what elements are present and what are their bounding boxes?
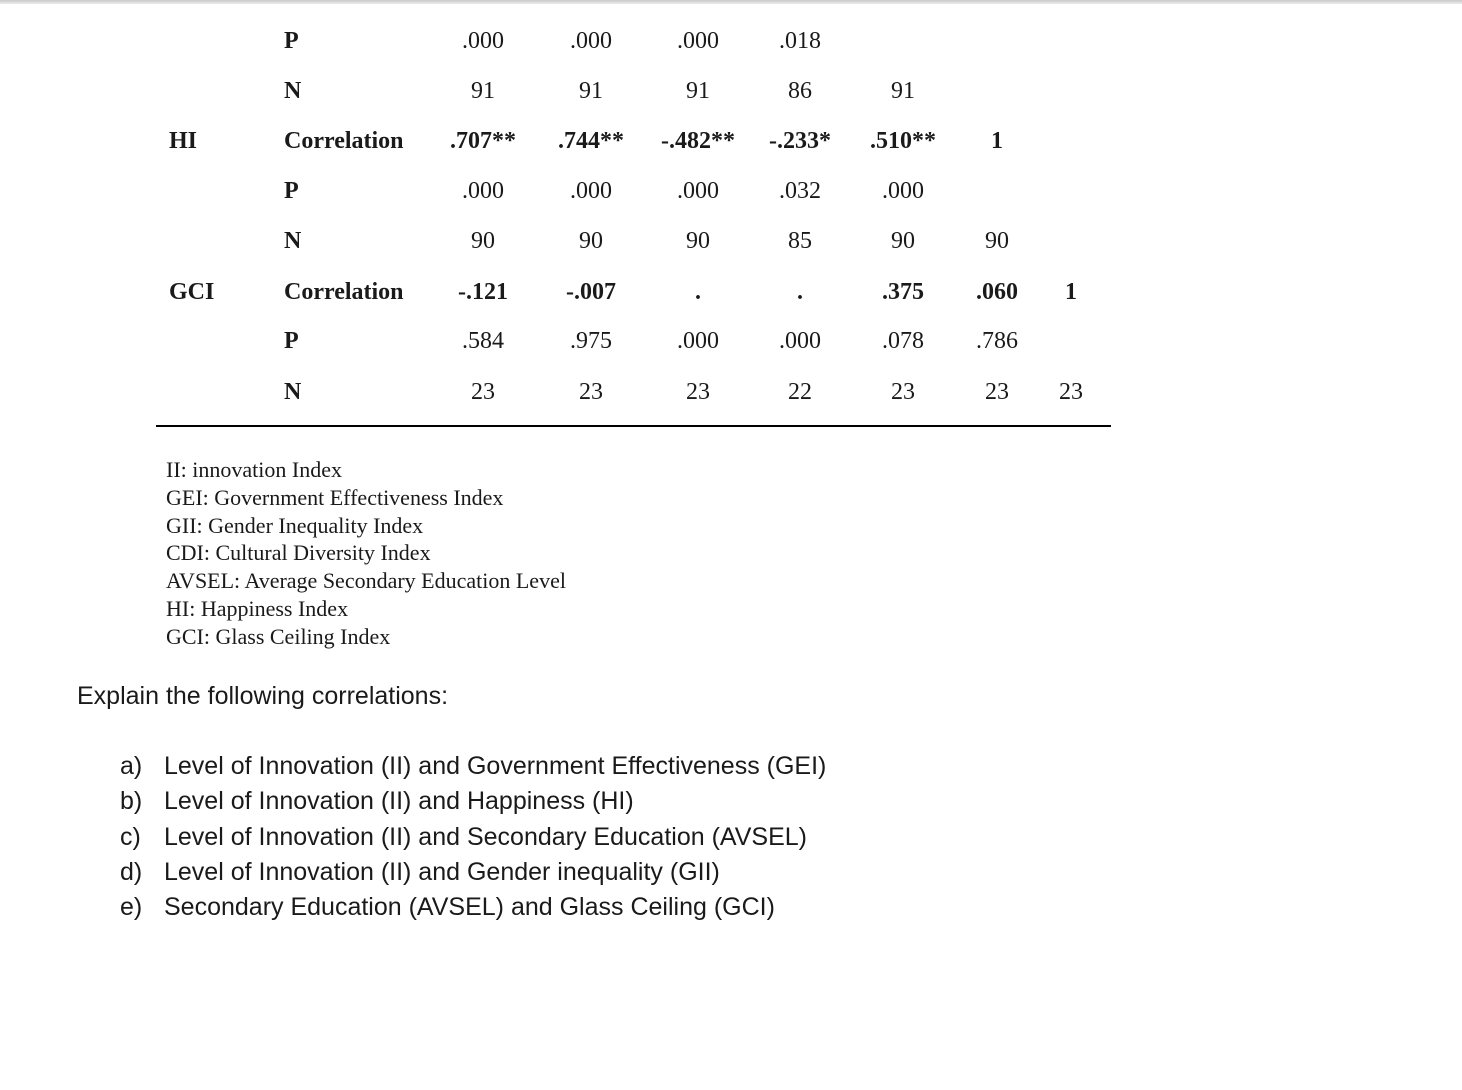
row-stat-label: P — [284, 28, 299, 54]
table-cell: .000 — [677, 28, 719, 54]
question-text: Level of Innovation (II) and Government Effectiveness (GEI) — [164, 752, 827, 780]
question-marker: c) — [120, 822, 141, 851]
row-group-label: HI — [169, 128, 198, 154]
table-cell: 91 — [686, 78, 710, 104]
table-cell: -.482** — [661, 128, 735, 154]
table-cell: 91 — [471, 78, 495, 104]
legend-item: CDI: Cultural Diversity Index — [166, 540, 431, 566]
table-cell: . — [695, 279, 701, 305]
row-stat-label: N — [284, 379, 302, 405]
table-cell: .707** — [450, 128, 516, 154]
question-text: Secondary Education (AVSEL) and Glass Ceiling (GCI) — [164, 893, 775, 922]
table-cell: -.121 — [458, 279, 508, 305]
table-cell: 23 — [471, 379, 495, 405]
table-cell: 90 — [579, 228, 603, 254]
table-cell: 91 — [579, 78, 603, 104]
row-stat-label: N — [284, 228, 302, 254]
table-cell: 23 — [985, 379, 1009, 405]
table-cell: .000 — [570, 178, 612, 204]
question-item — [120, 820, 826, 855]
table-cell: 22 — [788, 379, 812, 405]
table-cell: .975 — [570, 328, 612, 354]
table-cell: 23 — [891, 379, 915, 405]
table-cell: 1 — [991, 128, 1003, 154]
table-cell: .584 — [462, 328, 504, 354]
table-cell: .000 — [779, 328, 821, 354]
legend-item: GEI: Government Effectiveness Index — [166, 484, 504, 510]
row-stat-label: P — [284, 328, 299, 354]
table-cell: .000 — [882, 178, 924, 204]
legend-item: AVSEL: Average Secondary Education Level — [166, 568, 566, 594]
correlation-table — [0, 0, 1462, 430]
row-stat-label: P — [284, 178, 299, 204]
table-cell: .032 — [779, 178, 821, 204]
legend-item: II: innovation Index — [166, 457, 342, 482]
table-cell: -.233* — [769, 128, 831, 154]
question-marker: e) — [120, 893, 143, 922]
legend-item: GCI: Glass Ceiling Index — [166, 623, 391, 649]
table-cell: 90 — [891, 228, 915, 254]
question-list — [120, 749, 826, 925]
question-marker: b) — [120, 787, 143, 816]
table-cell: .375 — [882, 279, 924, 305]
row-group-label: GCI — [169, 279, 215, 305]
question-prompt: Explain the following correlations: — [77, 682, 449, 710]
question-item — [120, 855, 826, 890]
table-cell: 23 — [686, 379, 710, 405]
table-cell: 85 — [788, 228, 812, 254]
table-cell: .060 — [976, 279, 1018, 305]
row-stat-label: Correlation — [284, 279, 404, 305]
table-cell: .786 — [976, 328, 1018, 354]
table-cell: 91 — [891, 78, 915, 104]
table-cell: . — [797, 279, 803, 305]
table-cell: 1 — [1065, 279, 1077, 305]
table-cell: .000 — [677, 178, 719, 204]
question-item — [120, 784, 826, 819]
table-cell: -.007 — [566, 279, 616, 305]
table-cell: .000 — [677, 328, 719, 354]
table-cell: .018 — [779, 28, 821, 54]
abbreviation-legend — [166, 456, 566, 651]
table-bottom-rule — [156, 425, 1111, 427]
table-cell: .000 — [462, 178, 504, 204]
question-text: Level of Innovation (II) and Secondary Education (AVSEL) — [164, 822, 807, 851]
question-item — [120, 749, 826, 784]
question-text: Level of Innovation (II) and Gender inequality (GII) — [164, 857, 720, 886]
legend-item: HI: Happiness Index — [166, 595, 349, 621]
row-stat-label: Correlation — [284, 128, 404, 154]
table-cell: 90 — [686, 228, 710, 254]
legend-item: GII: Gender Inequality Index — [166, 512, 424, 538]
question-text: Level of Innovation (II) and Happiness (HI) — [164, 787, 634, 816]
question-marker: d) — [120, 857, 143, 886]
table-cell: 23 — [1059, 379, 1083, 405]
table-cell: 23 — [579, 379, 603, 405]
question-item — [120, 890, 826, 925]
table-cell: .744** — [558, 128, 624, 154]
table-cell: 90 — [471, 228, 495, 254]
row-stat-label: N — [284, 78, 302, 104]
question-marker: a) — [120, 752, 143, 780]
table-cell: .000 — [462, 28, 504, 54]
table-cell: .000 — [570, 28, 612, 54]
table-cell: .078 — [882, 328, 924, 354]
table-cell: 90 — [985, 228, 1009, 254]
table-cell: 86 — [788, 78, 812, 104]
table-cell: .510** — [870, 128, 936, 154]
